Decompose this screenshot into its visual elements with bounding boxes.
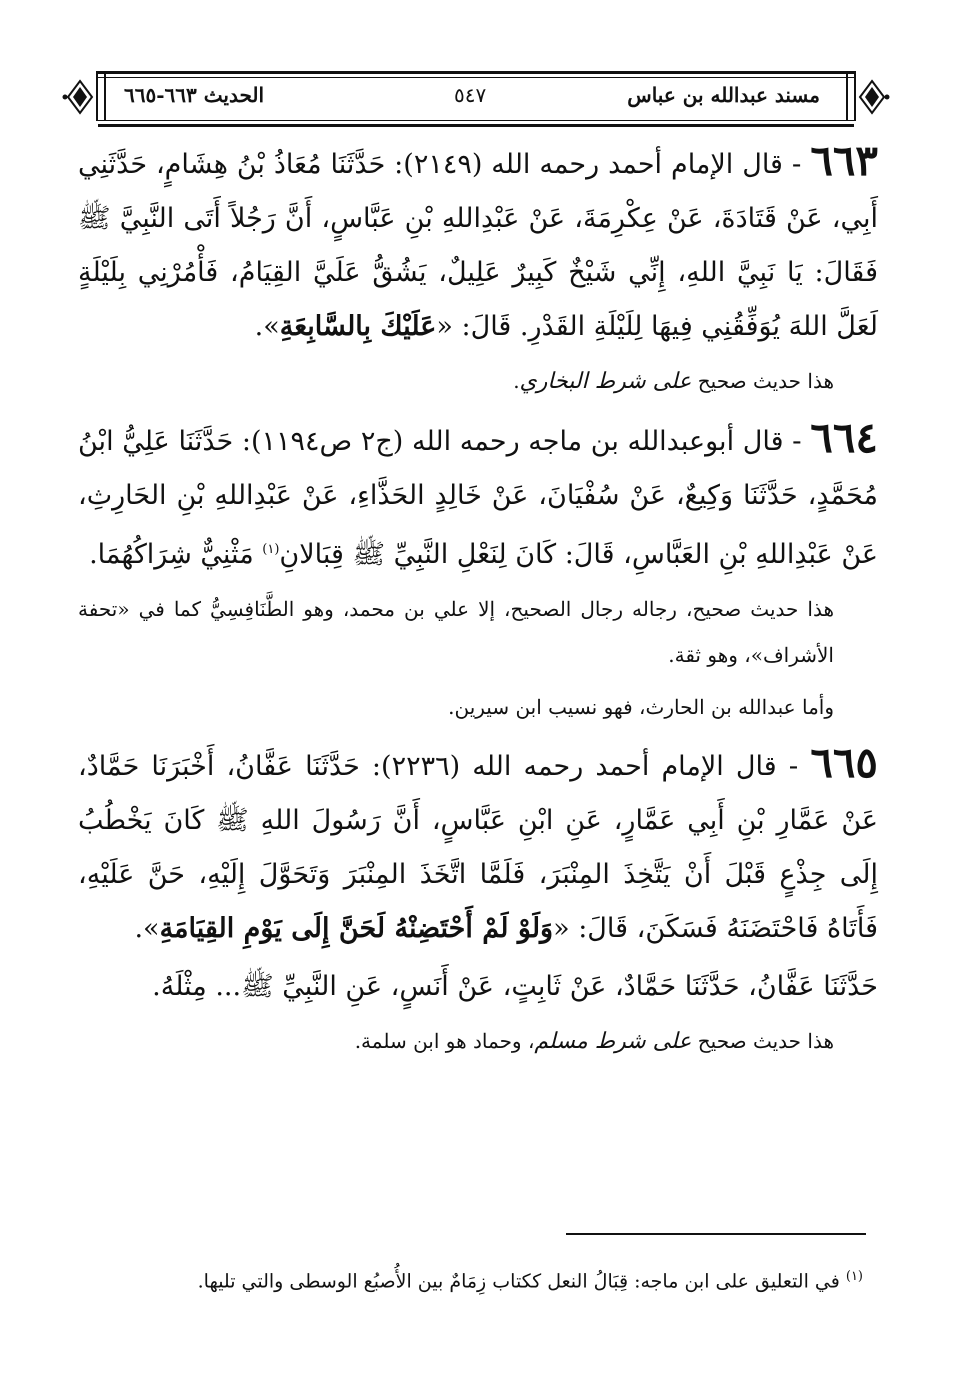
footnote-text: في التعليق على ابن ماجه: قِبَالُ النعل ككتاب زِمَامٌ بين الأُصبُع الوسطى والتي تليها. [197,1270,840,1293]
hadith-665 [78,736,878,956]
page-body [78,134,878,1071]
hadith-continuation: حَدَّثَنَا عَفَّانُ، حَدَّثَنَا حَمَّادٌ، عَنْ ثَابِتٍ، عَنْ أَنَسٍ، عَنِ النَّبِيِّ ﷺ... مِثْلَهُ. [152,971,878,1002]
hadith-number: ٦٦٣ [810,136,878,185]
grading-note: هذا حديث صحيح، رجاله رجال الصحيح، إلا علي بن محمد، وهو الطَّنَافِسِيُّ كما في «تحفة الأشراف»، وهو ثقة. [78,597,834,667]
grading-suffix: . [513,369,520,393]
hadith-text-end: ». [134,913,160,944]
grading-text: هذا حديث صحيح [697,369,834,393]
hadith-text-end: مَثْنِيٌّ شِرَاكُهُمَا. [89,539,263,570]
grading-calligraphy: على شرط مسلم [534,1029,692,1054]
page-number: ٥٤٧ [454,83,487,107]
hadith-range: الحديث ٦٦٣-٦٦٥ [124,83,265,107]
grading-text: هذا حديث صحيح [697,1029,834,1053]
hadith-text: قال الإمام أحمد رحمه الله (٢١٤٩): حَدَّثَنَا مُعَاذُ بْنُ هِشَامٍ، حَدَّثَنِي أَبِي، عَنْ قَتَادَةَ، عَنْ عِكْرِمَةَ، عَنْ عَبْدِاللهِ بْنِ عَبَّاسٍ، أَنَّ رَجُلاً أَتَى النَّبِيَّ ﷺ فَقَالَ: يَا نَبِيَّ اللهِ، إِنِّي شَيْخٌ كَبِيرٌ عَلِيلٌ، يَشُقُّ عَلَيَّ القِيَامُ، فَأْمُرْنِي بِلَيْلَةٍ لَعَلَّ اللهَ يُوَفِّقُنِي فِيهَا لِلَيْلَةِ القَدْرِ. قَالَ: « [78,149,878,342]
hadith-text: قال أبوعبدالله بن ماجه رحمه الله (ج٢ ص١١٩٤): حَدَّثَنَا عَلِيُّ ابْنُ مُحَمَّدٍ، حَدَّثَنَا وَكِيعٌ، عَنْ سُفْيَانَ، عَنْ خَالِدٍ الحَذَّاءِ، عَنْ عَبْدِاللهِ بْنِ الحَارِثِ، عَنْ عَبْدِاللهِ بْنِ العَبَّاسِ، قَالَ: كَانَ لِنَعْلِ النَّبِيِّ ﷺ قِبَالانِ [78,426,878,570]
prophet-saying: عَلَيْكَ بِالسَّابِعَةِ [279,311,437,342]
running-header [62,71,890,123]
prophet-saying: وَلَوْ لَمْ أَحْتَضِنْهُ لَحَنَّ إِلَى يَوْمِ القِيَامَةِ [159,913,554,944]
hadith-number: ٦٦٤ [810,413,878,462]
grading-note [78,358,878,405]
grading-calligraphy: على شرط البخاري [519,369,692,394]
footnote-number: (١) [845,1269,863,1284]
footnote [103,1262,863,1296]
hadith-664 [78,411,878,582]
hadith-text: قال الإمام أحمد رحمه الله (٢٢٣٦): حَدَّثَنَا عَفَّانُ، أَخْبَرَنَا حَمَّادٌ، عَنْ عَمَّارِ بْنِ أَبِي عَمَّارٍ، عَنِ ابْنِ عَبَّاسٍ، أَنَّ رَسُولَ اللهِ ﷺ كَانَ يَخْطُبُ إِلَى جِذْعٍ قَبْلَ أَنْ يَتَّخِذَ المِنْبَرَ، فَلَمَّا اتَّخَذَ المِنْبَرَ وَتَحَوَّلَ إِلَيْهِ، حَنَّ عَلَيْهِ، فَأَتَاهُ فَاحْتَضَنَهُ فَسَكَنَ، قَالَ: « [78,751,878,944]
number-dash: - [788,749,799,782]
hadith-text-end: ». [254,311,280,342]
number-dash: - [792,424,802,457]
header-ornament-right-icon [854,79,890,115]
narrator-note: وأما عبدالله بن الحارث، فهو نسيب ابن سيرين. [448,695,834,719]
book-title: مسند عبدالله بن عباس [627,83,820,107]
footnote-marker[interactable]: (١) [262,542,280,557]
header-ornament-left-icon [62,79,98,115]
grading-note [78,1018,878,1065]
hadith-663 [78,134,878,354]
footnote-rule [566,1233,866,1235]
hadith-number: ٦٦٥ [810,738,878,787]
number-dash: - [791,147,802,180]
grading-suffix: ، وحماد هو ابن سلمة. [354,1029,535,1053]
